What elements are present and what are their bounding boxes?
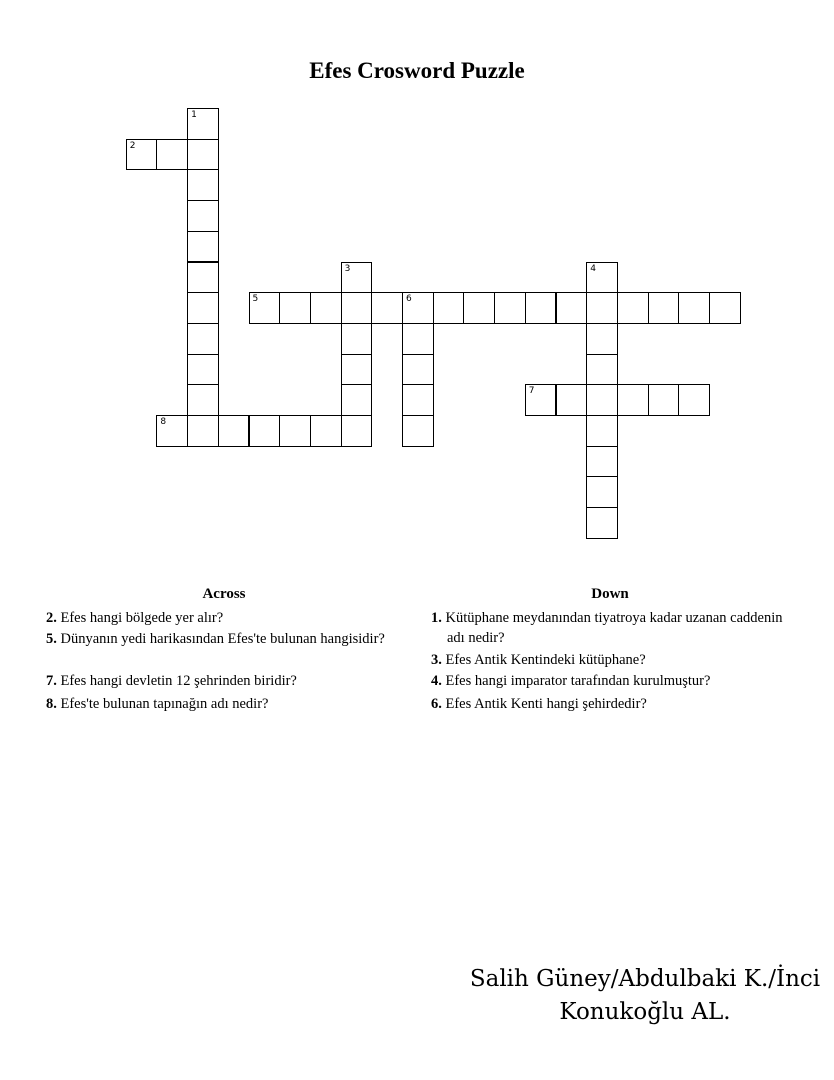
- author-credit-line-2: Konukoğlu AL.: [559, 999, 731, 1025]
- grid-cell[interactable]: [187, 262, 219, 294]
- grid-cell[interactable]: [341, 354, 373, 386]
- clue-number: 3: [344, 263, 351, 274]
- clue-number: 4: [590, 263, 596, 274]
- grid-cell[interactable]: [126, 139, 158, 171]
- grid-cell[interactable]: [279, 292, 311, 324]
- grid-cell[interactable]: [187, 231, 219, 263]
- down-clue-1: 1. Kütüphane meydanından tiyatroya kadar uzanan caddenin adı nedir?: [431, 610, 783, 646]
- grid-cell[interactable]: [617, 292, 649, 324]
- across-heading: Across: [202, 586, 246, 602]
- grid-cell[interactable]: [556, 292, 588, 324]
- grid-cell[interactable]: [556, 384, 588, 416]
- grid-cell[interactable]: [187, 200, 219, 232]
- clue-number: 8: [160, 417, 167, 427]
- grid-cell[interactable]: [310, 292, 342, 324]
- grid-cell[interactable]: [341, 292, 373, 324]
- clue-number: 6: [406, 294, 412, 305]
- grid-cell[interactable]: [249, 415, 281, 447]
- grid-cell[interactable]: [648, 292, 680, 324]
- grid-cell[interactable]: [187, 415, 219, 447]
- grid-cell[interactable]: [709, 292, 741, 324]
- grid-cell[interactable]: [648, 384, 680, 416]
- down-clue-6: 6. Efes Antik Kenti hangi şehirdedir?: [431, 696, 647, 712]
- across-clue-5: 5. Dünyanın yedi harikasından Efes'te bulunan hangisidir?: [46, 631, 385, 647]
- grid-cell[interactable]: [341, 415, 373, 447]
- puzzle-title: Efes Crosword Puzzle: [309, 58, 525, 83]
- grid-cell[interactable]: [678, 292, 710, 324]
- grid-cell[interactable]: [218, 415, 250, 447]
- grid-cell[interactable]: [463, 292, 495, 324]
- down-heading: Down: [591, 586, 629, 602]
- grid-cell[interactable]: [586, 292, 618, 324]
- clue-number: 7: [528, 386, 535, 397]
- clue-number: 5: [252, 294, 259, 305]
- grid-cell[interactable]: [341, 262, 373, 294]
- across-clue-7: 7. Efes hangi devletin 12 şehrinden biridir?: [46, 673, 297, 689]
- down-clue-3: 3. Efes Antik Kentindeki kütüphane?: [431, 652, 646, 668]
- grid-cell[interactable]: [187, 108, 219, 140]
- grid-cell[interactable]: [586, 415, 618, 447]
- grid-cell[interactable]: [187, 384, 219, 416]
- grid-cell[interactable]: [402, 384, 434, 416]
- grid-cell[interactable]: [433, 292, 465, 324]
- grid-cell[interactable]: [525, 384, 557, 416]
- grid-cell[interactable]: [678, 384, 710, 416]
- author-credit-line-1: Salih Güney/Abdulbaki K./İnci: [469, 966, 821, 992]
- grid-cell[interactable]: [156, 415, 188, 447]
- grid-cell[interactable]: [341, 384, 373, 416]
- grid-cell[interactable]: [187, 323, 219, 355]
- author-credit: [455, 963, 834, 1029]
- grid-cell[interactable]: [156, 139, 188, 171]
- grid-cell[interactable]: [187, 354, 219, 386]
- grid-cell[interactable]: [402, 415, 434, 447]
- grid-cell[interactable]: [402, 323, 434, 355]
- grid-cell[interactable]: [586, 323, 618, 355]
- clue-number: 2: [129, 140, 136, 151]
- down-clue-4: 4. Efes hangi imparator tarafından kurulmuştur?: [431, 673, 711, 689]
- grid-cell[interactable]: [525, 292, 557, 324]
- grid-cell[interactable]: [279, 415, 311, 447]
- grid-cell[interactable]: [494, 292, 526, 324]
- grid-cell[interactable]: [617, 384, 649, 416]
- across-clue-8: 8. Efes'te bulunan tapınağın adı nedir?: [46, 696, 269, 712]
- grid-cell[interactable]: [249, 292, 281, 324]
- grid-cell[interactable]: [586, 262, 618, 294]
- across-clue-2: 2. Efes hangi bölgede yer alır?: [46, 610, 224, 626]
- grid-cell[interactable]: [187, 169, 219, 201]
- grid-cell[interactable]: [402, 354, 434, 386]
- clue-number: 1: [191, 110, 197, 120]
- grid-cell[interactable]: [402, 292, 434, 324]
- grid-cell[interactable]: [371, 292, 403, 324]
- grid-cell[interactable]: [187, 292, 219, 324]
- grid-cell[interactable]: [341, 323, 373, 355]
- grid-cell[interactable]: [310, 415, 342, 447]
- grid-cell[interactable]: [586, 354, 618, 386]
- grid-cell[interactable]: [187, 139, 219, 171]
- grid-cell[interactable]: [586, 384, 618, 416]
- grid-cell[interactable]: [586, 476, 618, 508]
- grid-cell[interactable]: [586, 446, 618, 478]
- grid-cell[interactable]: [586, 507, 618, 539]
